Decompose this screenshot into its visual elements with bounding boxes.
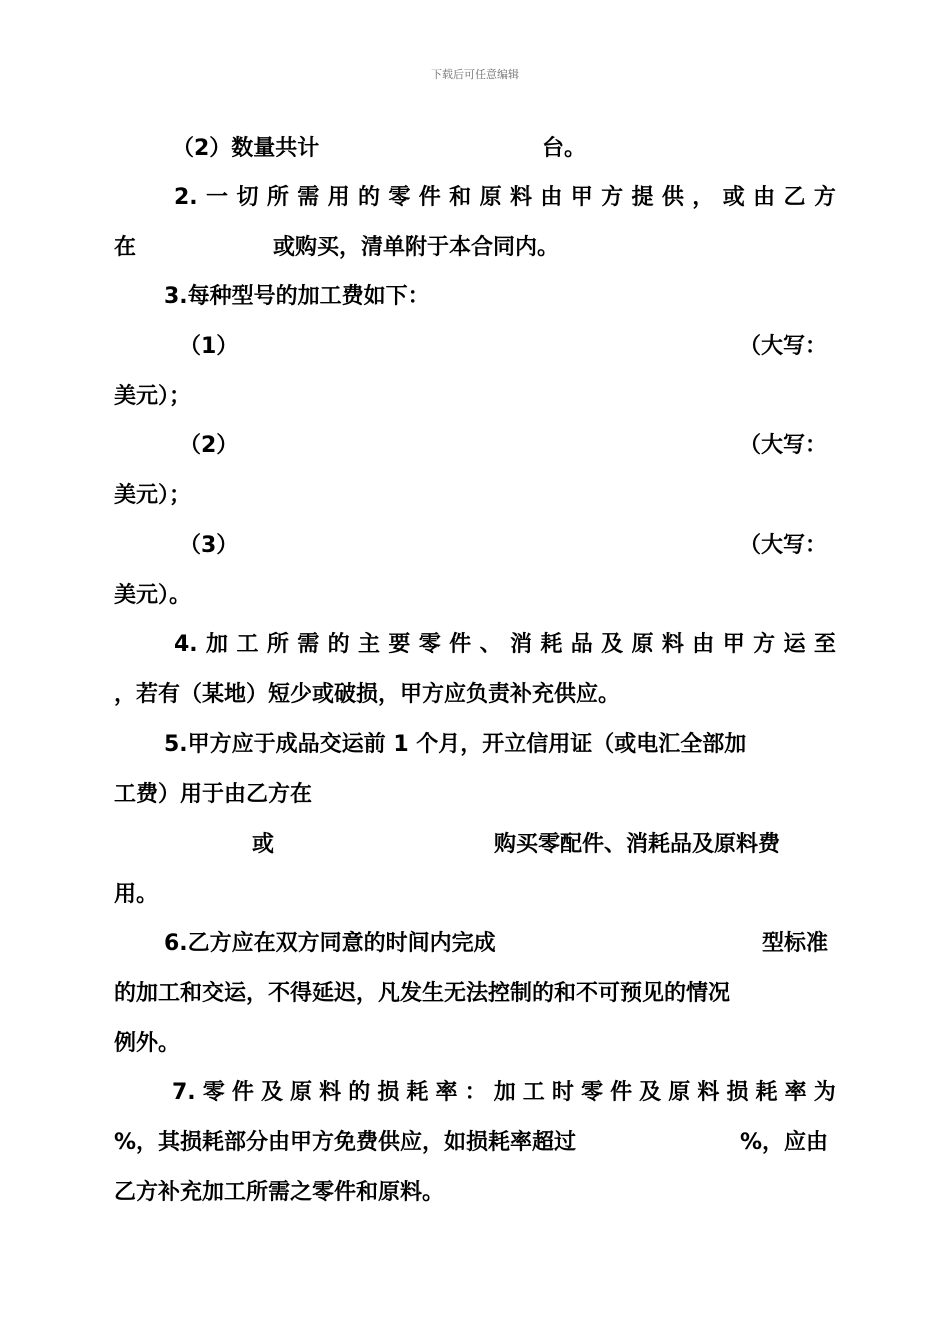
clause-5-line-1: 5.甲方应于成品交运前 1 个月，开立信用证（或电汇全部加 bbox=[164, 732, 747, 757]
clause-5-line-3-or: 或 bbox=[252, 832, 275, 857]
justified-glyph: 零 bbox=[388, 185, 411, 210]
justified-glyph: 耗 bbox=[755, 1080, 778, 1105]
justified-glyph: 的 bbox=[348, 1080, 371, 1105]
clause-6-line-2: 的加工和交运，不得延迟，凡发生无法控制的和不可预见的情况 bbox=[114, 981, 731, 1006]
justified-glyph: 件 bbox=[449, 632, 472, 657]
justified-glyph: 原 bbox=[290, 1080, 313, 1105]
clause-5-line-4: 用。 bbox=[114, 882, 159, 907]
justified-glyph: 料 bbox=[697, 1080, 720, 1105]
justified-glyph: 需 bbox=[297, 185, 320, 210]
justified-glyph: 需 bbox=[297, 632, 320, 657]
justified-glyph: ： bbox=[464, 1080, 487, 1105]
justified-glyph: 方 bbox=[601, 185, 624, 210]
justified-glyph: 零 bbox=[418, 632, 441, 657]
justified-glyph: 料 bbox=[661, 632, 684, 657]
justified-glyph: 损 bbox=[377, 1080, 400, 1105]
justified-glyph: 率 bbox=[784, 1080, 807, 1105]
justified-glyph: 提 bbox=[631, 185, 654, 210]
justified-glyph: 加 bbox=[206, 632, 229, 657]
clause-6-line-3: 例外。 bbox=[114, 1031, 181, 1056]
justified-glyph: 由 bbox=[540, 185, 563, 210]
justified-glyph: 方 bbox=[753, 632, 776, 657]
justified-glyph: 耗 bbox=[406, 1080, 429, 1105]
justified-glyph: 、 bbox=[479, 632, 502, 657]
clause-6-line-1-prefix: 6.乙方应在双方同意的时间内完成 bbox=[164, 931, 496, 956]
justified-glyph: 及 bbox=[639, 1080, 662, 1105]
clause-4-line-1 bbox=[174, 630, 836, 660]
justified-glyph: 件 bbox=[418, 185, 441, 210]
justified-glyph: 率 bbox=[435, 1080, 458, 1105]
justified-glyph: 零 bbox=[202, 1080, 225, 1105]
clause-2-line-2-suffix: 或购买，清单附于本合同内。 bbox=[273, 235, 560, 260]
justified-glyph: 件 bbox=[610, 1080, 633, 1105]
fee-row-2-tail: 美元）； bbox=[114, 483, 192, 508]
justified-glyph: 2. bbox=[174, 185, 198, 210]
justified-glyph: 原 bbox=[479, 185, 502, 210]
justified-glyph: 原 bbox=[631, 632, 654, 657]
justified-glyph: 主 bbox=[358, 632, 381, 657]
justified-glyph: 一 bbox=[206, 185, 229, 210]
clause-2-line-1 bbox=[174, 183, 836, 213]
justified-glyph: 零 bbox=[580, 1080, 603, 1105]
justified-glyph: 工 bbox=[522, 1080, 545, 1105]
justified-glyph: 至 bbox=[813, 632, 836, 657]
justified-glyph: 加 bbox=[493, 1080, 516, 1105]
justified-glyph: 料 bbox=[319, 1080, 342, 1105]
page-header: 下载后可任意编辑 bbox=[431, 68, 519, 81]
justified-glyph: 原 bbox=[668, 1080, 691, 1105]
justified-glyph: 所 bbox=[266, 185, 289, 210]
justified-glyph: 的 bbox=[327, 632, 350, 657]
clause-7-line-2-prefix: %，其损耗部分由甲方免费供应，如损耗率超过 bbox=[114, 1130, 577, 1155]
justified-glyph: 用 bbox=[327, 185, 350, 210]
justified-glyph: 品 bbox=[570, 632, 593, 657]
fee-row-1-tail: 美元）； bbox=[114, 384, 192, 409]
quantity-line-prefix: （2）数量共计 bbox=[172, 136, 320, 161]
justified-glyph: 供 bbox=[661, 185, 684, 210]
justified-glyph: 乙 bbox=[783, 185, 806, 210]
quantity-line-suffix: 台。 bbox=[542, 136, 587, 161]
justified-glyph: 件 bbox=[231, 1080, 254, 1105]
justified-glyph: 或 bbox=[722, 185, 745, 210]
justified-glyph: 由 bbox=[753, 185, 776, 210]
clause-4-line-2: ，若有（某地）短少或破损，甲方应负责补充供应。 bbox=[114, 682, 621, 707]
justified-glyph: 为 bbox=[813, 1080, 836, 1105]
justified-glyph: 要 bbox=[388, 632, 411, 657]
justified-glyph: 4. bbox=[174, 632, 198, 657]
clause-5-line-2: 工费）用于由乙方在 bbox=[114, 782, 313, 807]
justified-glyph: 甲 bbox=[570, 185, 593, 210]
justified-glyph: 及 bbox=[260, 1080, 283, 1105]
justified-glyph: ， bbox=[692, 185, 715, 210]
clause-7-line-1 bbox=[172, 1078, 836, 1108]
fee-row-2-number: （2） bbox=[179, 433, 239, 458]
justified-glyph: 运 bbox=[783, 632, 806, 657]
fee-row-3-daxie: （大写： bbox=[739, 533, 828, 558]
clause-2-line-2-prefix: 在 bbox=[114, 235, 137, 260]
justified-glyph: 由 bbox=[692, 632, 715, 657]
justified-glyph: 的 bbox=[358, 185, 381, 210]
justified-glyph: 料 bbox=[509, 185, 532, 210]
clause-7-line-2-suffix: %，应由 bbox=[740, 1130, 829, 1155]
clause-5-line-3-tail: 购买零配件、消耗品及原料费 bbox=[494, 832, 781, 857]
justified-glyph: 消 bbox=[509, 632, 532, 657]
fee-row-1-number: （1） bbox=[179, 334, 239, 359]
justified-glyph: 切 bbox=[236, 185, 259, 210]
fee-row-1-daxie: （大写： bbox=[739, 334, 828, 359]
justified-glyph: 及 bbox=[601, 632, 624, 657]
clause-3-title: 3.每种型号的加工费如下： bbox=[164, 284, 430, 309]
justified-glyph: 时 bbox=[551, 1080, 574, 1105]
fee-row-2-daxie: （大写： bbox=[739, 433, 828, 458]
justified-glyph: 甲 bbox=[722, 632, 745, 657]
justified-glyph: 损 bbox=[726, 1080, 749, 1105]
justified-glyph: 7. bbox=[172, 1080, 196, 1105]
clause-7-line-3: 乙方补充加工所需之零件和原料。 bbox=[114, 1180, 445, 1205]
justified-glyph: 方 bbox=[813, 185, 836, 210]
clause-6-line-1-suffix: 型标准 bbox=[762, 931, 829, 956]
fee-row-3-number: （3） bbox=[179, 533, 239, 558]
justified-glyph: 所 bbox=[266, 632, 289, 657]
fee-row-3-tail: 美元）。 bbox=[114, 583, 192, 608]
justified-glyph: 和 bbox=[449, 185, 472, 210]
justified-glyph: 耗 bbox=[540, 632, 563, 657]
justified-glyph: 工 bbox=[236, 632, 259, 657]
